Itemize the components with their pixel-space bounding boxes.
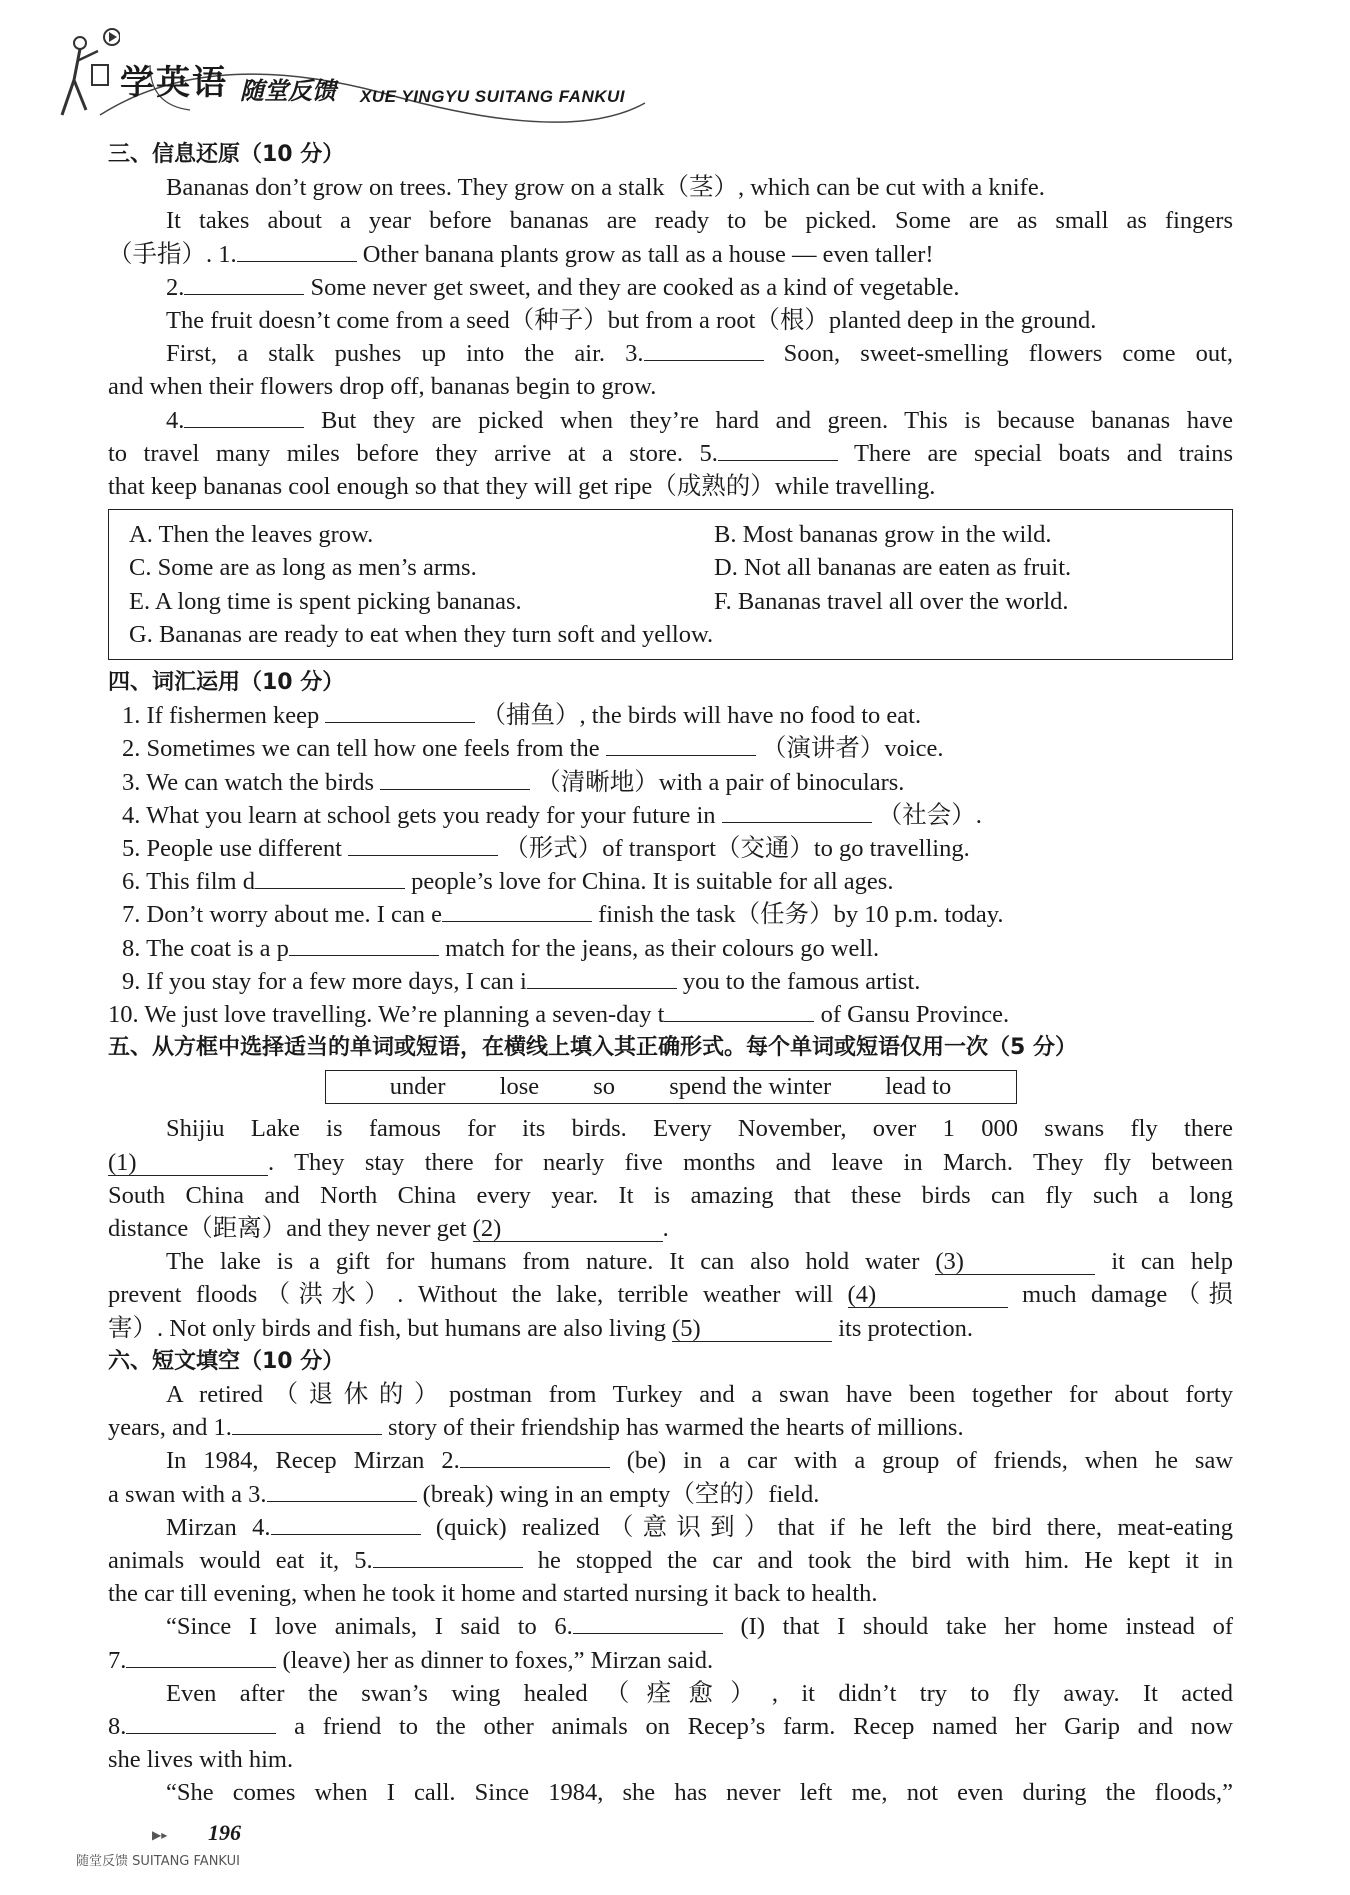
text: match for the jeans, as their colours go well. <box>445 934 880 962</box>
page-arrow-icon: ▶▸ <box>152 1828 168 1842</box>
text: (leave) her as dinner to foxes,” Mirzan said. <box>282 1646 714 1674</box>
answer-blank-2[interactable] <box>473 1217 663 1242</box>
s6-paragraph <box>108 1378 1233 1411</box>
s6-paragraph <box>108 1478 1233 1511</box>
text: Even after the swan’s wing healed（痊愈）, it didn’t try to fly away. It acted <box>166 1679 1233 1707</box>
answer-blank-4[interactable] <box>848 1283 1008 1308</box>
option-d: D. Not all bananas are eaten as fruit. <box>714 554 1072 582</box>
vocab-item <box>108 932 1233 965</box>
options-row <box>129 585 1232 618</box>
s6-paragraph <box>108 1743 1233 1776</box>
vocab-item <box>108 799 1233 832</box>
text: “Since I love animals, I said to 6. <box>166 1613 573 1641</box>
text: distance（距离）and they never get <box>108 1215 467 1243</box>
answer-blank[interactable] <box>348 855 498 856</box>
option-b: B. Most bananas grow in the wild. <box>714 521 1052 549</box>
answer-blank[interactable] <box>527 988 677 989</box>
text: the car till evening, when he took it home and started nursing it back to health. <box>108 1580 878 1608</box>
word-bank-item: lead to <box>885 1073 952 1101</box>
s3-paragraph <box>108 204 1233 237</box>
text: Some never get sweet, and they are cooked as a kind of vegetable. <box>310 273 960 301</box>
vocab-item <box>108 832 1233 865</box>
text: Shijiu Lake is famous for its birds. Every November, over 1 000 swans fly there <box>166 1115 1233 1143</box>
text: （社会）. <box>877 801 982 829</box>
text: finish the task（任务）by 10 p.m. today. <box>598 901 1004 929</box>
text: “She comes when I call. Since 1984, she has never left me, not even during the floods,” <box>166 1779 1233 1807</box>
text: Bananas don’t grow on trees. They grow on a stalk（茎）, which can be cut with a knife. <box>166 174 1045 202</box>
text: （捕鱼）, the birds will have no food to eat. <box>481 702 922 730</box>
answer-blank-1[interactable] <box>108 1148 268 1176</box>
text: In 1984, Recep Mirzan 2. <box>166 1447 460 1475</box>
text: The fruit doesn’t come from a seed（种子）but from a root（根）planted deep in the ground. <box>166 307 1097 334</box>
logo-pinyin: XUE YINGYU SUITANG FANKUI <box>360 87 626 106</box>
text: (quick) realized（意识到）that if he left the bird there, meat-eating <box>435 1513 1233 1541</box>
s3-paragraph <box>108 238 1233 271</box>
s5-paragraph <box>108 1179 1233 1212</box>
item-number: 4. <box>122 801 141 829</box>
text: it can help <box>1111 1248 1233 1276</box>
answer-blank-5[interactable] <box>718 460 838 461</box>
text: （形式）of transport（交通）to go travelling. <box>504 835 970 863</box>
text: A retired（退休的）postman from Turkey and a swan have been together for about forty <box>166 1381 1233 1409</box>
word-bank-box <box>325 1070 1017 1104</box>
vocab-item <box>108 732 1233 765</box>
s3-paragraph <box>108 171 1233 204</box>
text: he stopped the car and took the bird with him. He kept it in <box>537 1547 1234 1575</box>
text: （清晰地）with a pair of binoculars. <box>536 768 905 796</box>
s3-paragraph <box>108 370 1233 403</box>
item-number: 6. <box>122 868 141 896</box>
answer-blank-8[interactable] <box>126 1733 276 1734</box>
vocab-item <box>108 998 1233 1031</box>
answer-blank[interactable] <box>722 822 872 823</box>
text: (I) that I should take her home instead of <box>740 1613 1233 1641</box>
text: People use different <box>146 835 342 863</box>
item-number: 2. <box>122 735 141 763</box>
s6-paragraph <box>108 1544 1233 1577</box>
text: 2. <box>166 273 185 301</box>
options-box <box>108 509 1233 660</box>
s3-paragraph <box>108 470 1233 503</box>
s5-paragraph <box>108 1146 1233 1179</box>
answer-blank[interactable] <box>325 722 475 723</box>
s6-paragraph <box>108 1411 1233 1444</box>
vocab-item <box>108 865 1233 898</box>
s5-paragraph <box>108 1278 1233 1311</box>
footer-tag-cn: 随堂反馈 <box>76 1854 129 1869</box>
vocab-item <box>108 766 1233 799</box>
text: But they are picked when they’re hard and green. This is because bananas have <box>320 406 1233 434</box>
answer-blank[interactable] <box>442 921 592 922</box>
text: 7. <box>108 1646 127 1674</box>
s5-paragraph <box>108 1245 1233 1278</box>
answer-blank[interactable] <box>664 1021 814 1022</box>
s6-paragraph <box>108 1577 1233 1610</box>
item-number: 10. <box>108 1001 139 1029</box>
answer-blank-3[interactable] <box>644 360 764 361</box>
answer-blank[interactable] <box>255 888 405 889</box>
text: 4. <box>166 406 185 434</box>
word-bank-item: lose <box>499 1073 540 1101</box>
word-bank-item: spend the winter <box>669 1073 832 1101</box>
options-row <box>129 518 1232 551</box>
blank-number: (2) <box>472 1215 502 1243</box>
answer-blank-2[interactable] <box>184 294 304 295</box>
text: It takes about a year before bananas are ready to be picked. Some are as small as fingers <box>166 207 1233 235</box>
text: people’s love for China. It is suitable for all ages. <box>411 868 894 896</box>
text: Mirzan 4. <box>166 1513 271 1541</box>
page-content <box>108 138 1233 1810</box>
text: （手指）. 1. <box>108 240 237 268</box>
vocab-item <box>108 898 1233 931</box>
text: This film d <box>146 868 255 896</box>
s6-paragraph <box>108 1511 1233 1544</box>
text: and when their flowers drop off, bananas begin to grow. <box>108 373 657 401</box>
answer-blank-1[interactable] <box>237 261 357 262</box>
option-a: A. Then the leaves grow. <box>129 521 374 549</box>
text: that keep bananas cool enough so that they will get ripe（成熟的）while travelling. <box>108 473 936 501</box>
page-header <box>50 25 650 125</box>
option-e: E. A long time is spent picking bananas. <box>129 587 522 615</box>
word-bank-item: under <box>389 1073 446 1101</box>
s5-paragraph: distance（距离）and they never get (2) . <box>108 1215 669 1243</box>
options-row <box>129 618 1232 651</box>
vocab-list <box>108 699 1233 1031</box>
text: a friend to the other animals on Recep’s farm. Recep named her Garip and now <box>294 1713 1233 1741</box>
text: (break) wing in an empty（空的）field. <box>422 1480 820 1508</box>
blank-number: (4) <box>847 1281 877 1309</box>
section-6-title: 六、短文填空（10 分） <box>108 1348 345 1374</box>
blank-number: (3) <box>935 1248 964 1276</box>
option-g: G. Bananas are ready to eat when they turn soft and yellow. <box>129 620 714 648</box>
text: The lake is a gift for humans from nature. It can also hold water <box>166 1248 920 1276</box>
answer-blank-5[interactable] <box>373 1567 523 1568</box>
option-c: C. Some are as long as men’s arms. <box>129 554 477 582</box>
s6-paragraph <box>108 1644 1233 1677</box>
logo-title: 学英语 <box>120 63 228 103</box>
text: 害）. Not only birds and fish, but humans are also living <box>108 1314 666 1342</box>
word-bank-item: so <box>593 1073 616 1101</box>
answer-blank[interactable] <box>606 755 756 756</box>
text: South China and North China every year. It is amazing that these birds can fly such a long <box>108 1181 1233 1209</box>
text: animals would eat it, 5. <box>108 1547 373 1575</box>
text: prevent floods（洪水）. Without the lake, terrible weather will <box>108 1281 834 1309</box>
text: There are special boats and trains <box>853 439 1233 467</box>
text: its protection. <box>838 1314 973 1342</box>
answer-blank-1[interactable] <box>232 1434 382 1435</box>
answer-blank[interactable] <box>289 955 439 956</box>
answer-blank-3[interactable] <box>267 1501 417 1502</box>
answer-blank-4[interactable] <box>271 1534 421 1535</box>
s3-paragraph <box>108 271 1233 304</box>
answer-blank-4[interactable] <box>184 427 304 428</box>
answer-blank-2[interactable] <box>460 1467 610 1468</box>
item-number: 3. <box>122 768 141 796</box>
item-number: 1. <box>122 702 141 730</box>
answer-blank[interactable] <box>380 789 530 790</box>
logo-subtitle: 随堂反馈 <box>240 77 336 105</box>
text: If you stay for a few more days, I can i <box>146 967 527 995</box>
text: We just love travelling. We’re planning a seven-day t <box>144 1001 665 1029</box>
text: to travel many miles before they arrive at a store. 5. <box>108 439 718 467</box>
s3-paragraph <box>108 404 1233 437</box>
text: What you learn at school gets you ready for your future in <box>146 801 716 829</box>
text: a swan with a 3. <box>108 1480 267 1508</box>
text: she lives with him. <box>108 1746 294 1774</box>
text: Soon, sweet-smelling flowers come out, <box>783 340 1234 368</box>
blank-number: (5) <box>672 1314 701 1342</box>
text: of Gansu Province. <box>820 1001 1010 1029</box>
s3-paragraph <box>108 304 1233 337</box>
item-number: 8. <box>122 934 141 962</box>
section-3-title: 三、信息还原（10 分） <box>108 142 345 167</box>
s6-paragraph <box>108 1444 1233 1477</box>
text: （演讲者）voice. <box>761 735 944 763</box>
section-4-title: 四、词汇运用（10 分） <box>108 670 345 696</box>
text: you to the famous artist. <box>682 967 921 995</box>
answer-blank-6[interactable] <box>573 1633 723 1634</box>
text: Sometimes we can tell how one feels from the <box>146 735 600 763</box>
text: Other banana plants grow as tall as a house — even taller! <box>362 240 934 268</box>
text: First, a stalk pushes up into the air. 3. <box>166 340 644 368</box>
vocab-item <box>108 699 1233 732</box>
footer-tag-pinyin: SUITANG FANKUI <box>132 1854 240 1869</box>
answer-blank-7[interactable] <box>126 1667 276 1668</box>
item-number: 9. <box>122 967 141 995</box>
footer-tag <box>76 1850 240 1869</box>
text: story of their friendship has warmed the hearts of millions. <box>387 1414 964 1442</box>
options-row <box>129 551 1232 584</box>
s5-paragraph <box>108 1112 1233 1145</box>
s6-paragraph <box>108 1710 1233 1743</box>
text: years, and 1. <box>108 1414 232 1442</box>
section-5-title: 五、从方框中选择适当的单词或短语，在横线上填入其正确形式。每个单词或短语仅用一次（5 分） <box>108 1035 1077 1061</box>
text: We can watch the birds <box>146 768 375 796</box>
item-number: 7. <box>122 901 141 929</box>
s3-paragraph <box>108 437 1233 470</box>
page-number: 196 <box>208 1820 241 1845</box>
text: The coat is a p <box>146 934 289 962</box>
s6-paragraph <box>108 1610 1233 1643</box>
s5-paragraph <box>108 1312 1233 1345</box>
text: (be) in a car with a group of friends, when he saw <box>626 1447 1234 1475</box>
text: 8. <box>108 1713 127 1741</box>
s3-paragraph <box>108 337 1233 370</box>
option-f: F. Bananas travel all over the world. <box>714 587 1069 615</box>
s6-paragraph <box>108 1677 1233 1710</box>
s6-paragraph <box>108 1776 1233 1809</box>
text: much damage（损 <box>1022 1281 1233 1309</box>
text: Don’t worry about me. I can e <box>146 901 442 929</box>
text: . They stay there for nearly five months and leave in March. They fly between <box>268 1148 1233 1176</box>
text: If fishermen keep <box>146 702 320 730</box>
item-number: 5. <box>122 835 141 863</box>
vocab-item <box>108 965 1233 998</box>
blank-number: (1) <box>108 1148 137 1176</box>
answer-blank-3[interactable] <box>935 1250 1095 1275</box>
answer-blank-5[interactable] <box>672 1314 832 1342</box>
